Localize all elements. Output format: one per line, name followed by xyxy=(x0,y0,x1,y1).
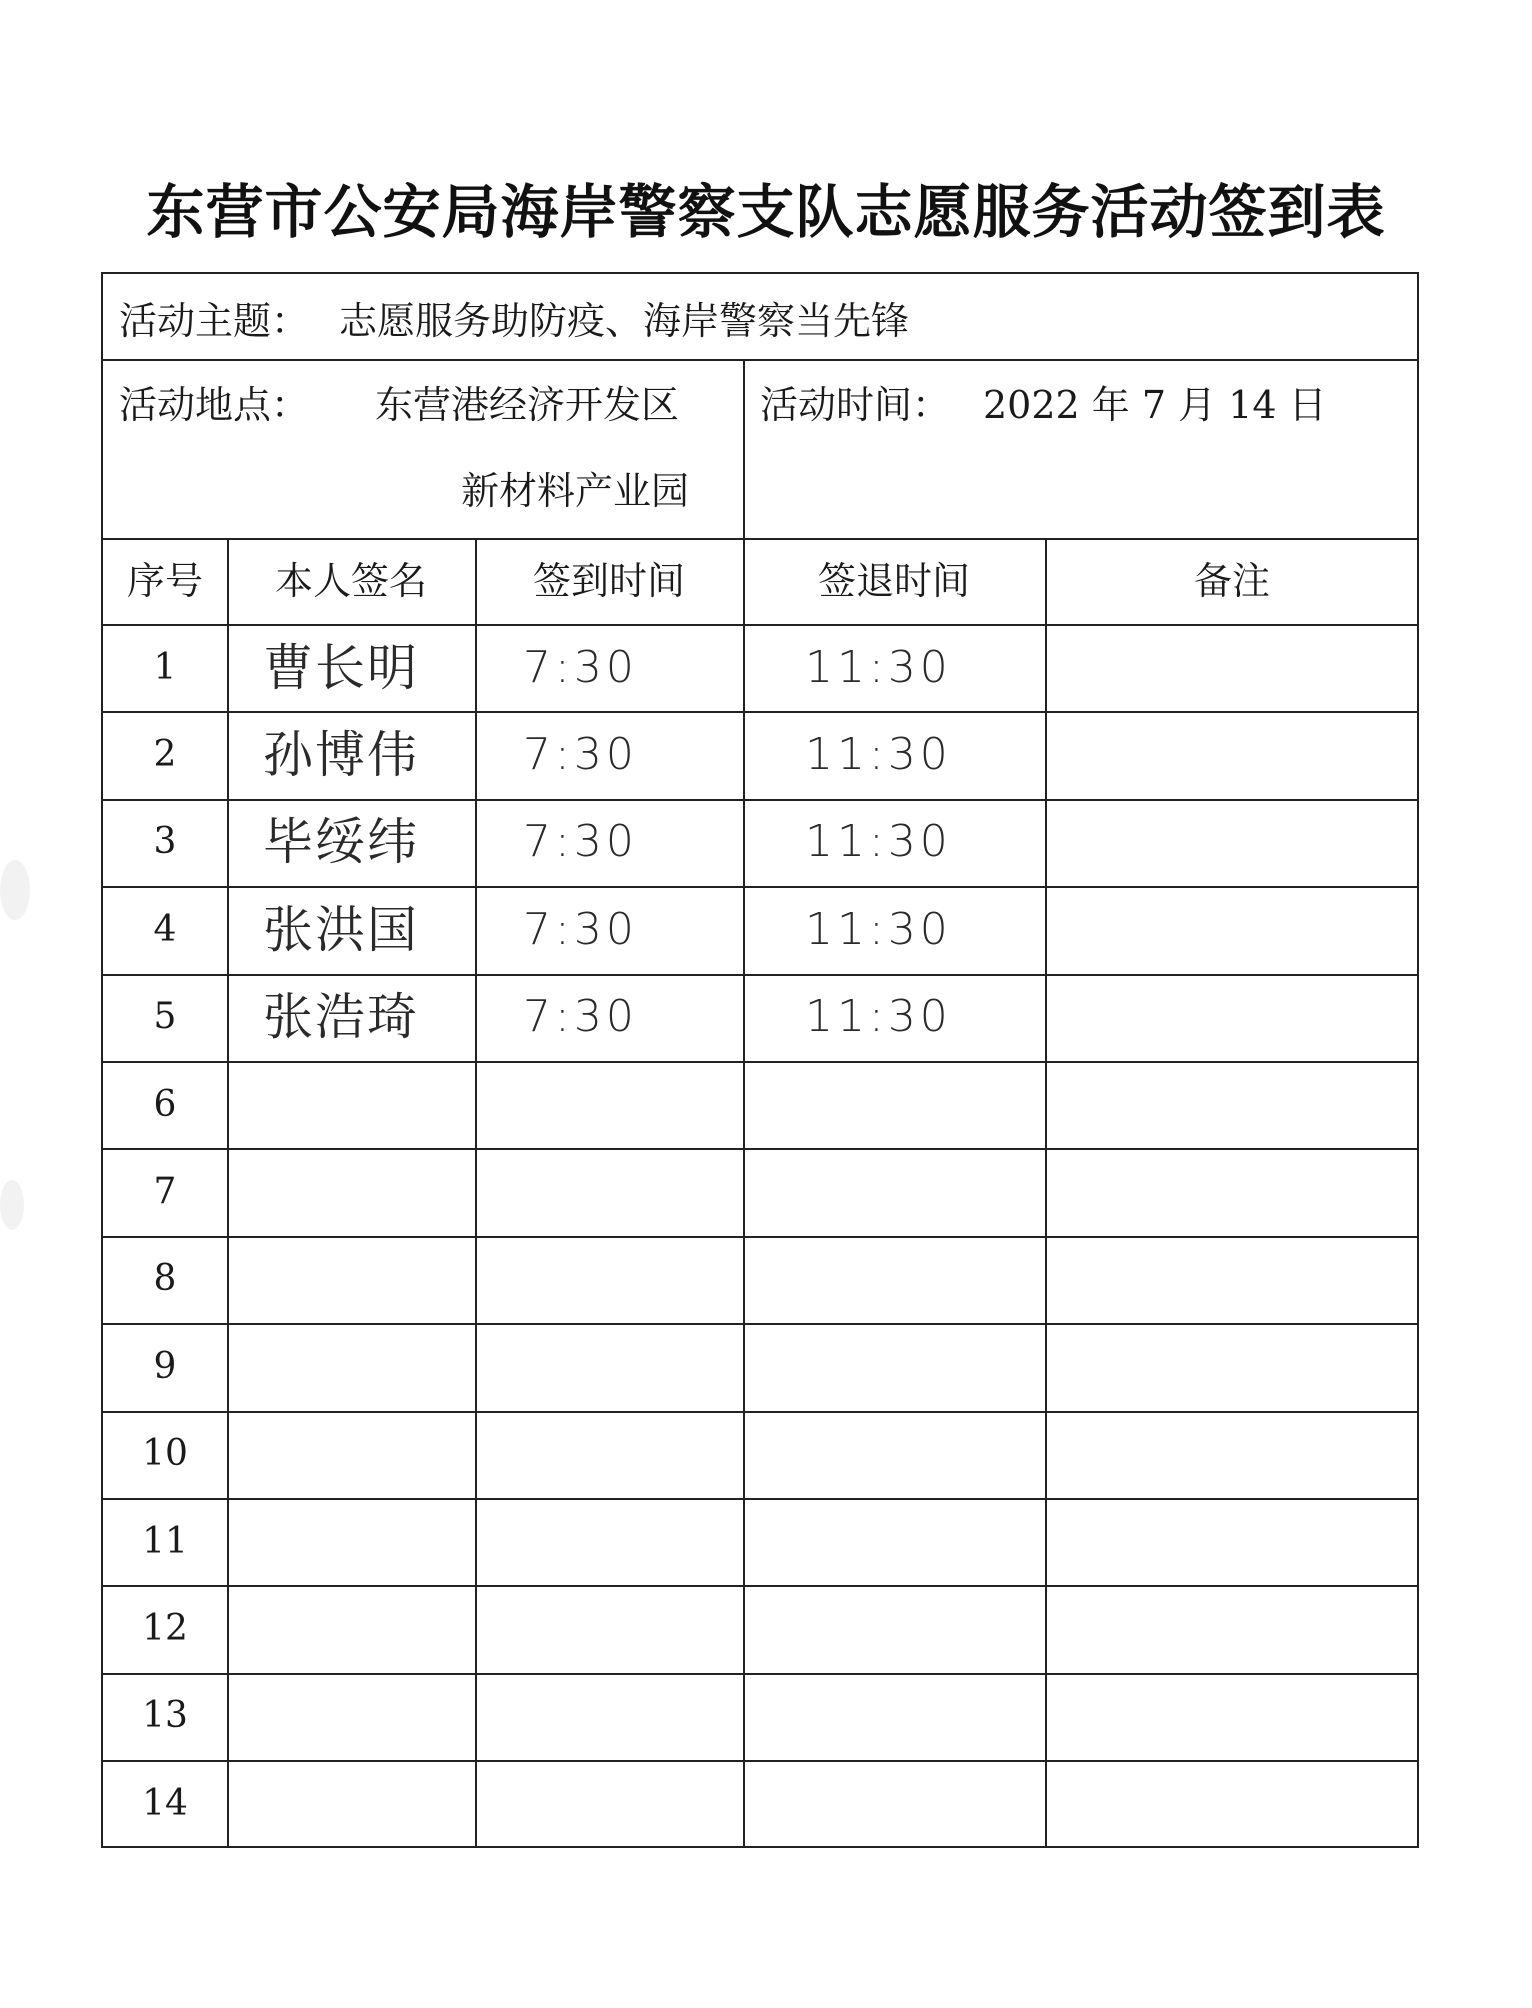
signature: 孙博伟 xyxy=(263,726,419,785)
signature: 毕绥纬 xyxy=(263,813,419,872)
remarks xyxy=(1045,1585,1419,1672)
table-row xyxy=(103,974,1419,1061)
table-row xyxy=(103,1673,1419,1760)
column-header-sign-in-time: 签到时间 xyxy=(532,559,685,603)
sign-out-time: 11:30 xyxy=(805,729,952,781)
table-row xyxy=(103,1760,1419,1847)
signature xyxy=(263,1760,475,1847)
sign-out-time xyxy=(805,1061,1045,1148)
table-row xyxy=(103,711,1419,798)
remarks xyxy=(1045,886,1419,973)
remarks xyxy=(1045,624,1419,711)
remarks xyxy=(1045,1061,1419,1148)
sign-out-time: 11:30 xyxy=(805,903,952,955)
sign-in-time: 7:30 xyxy=(523,729,638,781)
row-number: 9 xyxy=(153,1345,177,1387)
theme-value: 志愿服务助防疫、海岸警察当先锋 xyxy=(339,299,910,343)
sign-in-time xyxy=(523,1585,743,1672)
row-number: 11 xyxy=(142,1520,188,1562)
table-row xyxy=(103,1323,1419,1410)
sign-out-time: 11:30 xyxy=(805,641,952,693)
remarks xyxy=(1045,1236,1419,1323)
sign-in-time xyxy=(523,1061,743,1148)
table-row xyxy=(103,886,1419,973)
sign-out-time xyxy=(805,1411,1045,1498)
remarks xyxy=(1045,1411,1419,1498)
sign-out-time: 11:30 xyxy=(805,816,952,868)
row-number: 10 xyxy=(142,1433,188,1475)
sign-out-time: 11:30 xyxy=(805,991,952,1043)
remarks xyxy=(1045,1323,1419,1410)
row-number: 8 xyxy=(153,1258,177,1300)
remarks xyxy=(1045,1673,1419,1760)
sign-out-time xyxy=(805,1498,1045,1585)
remarks xyxy=(1045,799,1419,886)
sign-in-time xyxy=(523,1673,743,1760)
table-row xyxy=(103,799,1419,886)
location-label: 活动地点： xyxy=(119,383,310,427)
signature xyxy=(263,1061,475,1148)
table-row xyxy=(103,1498,1419,1585)
signature xyxy=(263,1585,475,1672)
table-row xyxy=(103,1061,1419,1148)
sign-in-time xyxy=(523,1760,743,1847)
remarks xyxy=(1045,974,1419,1061)
row-number: 7 xyxy=(153,1171,177,1213)
remarks xyxy=(1045,711,1419,798)
sign-out-time xyxy=(805,1148,1045,1235)
row-number: 6 xyxy=(153,1083,177,1125)
table-row xyxy=(103,1585,1419,1672)
row-number: 12 xyxy=(142,1608,188,1650)
table-row xyxy=(103,1236,1419,1323)
sign-in-time: 7:30 xyxy=(523,816,638,868)
table-row xyxy=(103,1148,1419,1235)
sign-out-time xyxy=(805,1236,1045,1323)
sign-in-time xyxy=(523,1323,743,1410)
location-line2: 新材料产业园 xyxy=(461,469,690,513)
signature xyxy=(263,1236,475,1323)
remarks xyxy=(1045,1760,1419,1847)
remarks xyxy=(1045,1148,1419,1235)
signature xyxy=(263,1498,475,1585)
signature xyxy=(263,1411,475,1498)
sign-in-time xyxy=(523,1236,743,1323)
signature: 曹长明 xyxy=(263,638,419,697)
sign-in-time xyxy=(523,1411,743,1498)
row-number: 2 xyxy=(153,734,177,776)
column-header-sign-out-time: 签退时间 xyxy=(817,559,970,603)
document-title: 东营市公安局海岸警察支队志愿服务活动签到表 xyxy=(146,178,1386,246)
scan-smudge xyxy=(0,860,30,920)
column-header-remarks: 备注 xyxy=(1193,559,1270,603)
signature xyxy=(263,1323,475,1410)
row-number: 4 xyxy=(153,908,177,950)
sign-in-time xyxy=(523,1498,743,1585)
row-number: 14 xyxy=(142,1782,188,1824)
signature xyxy=(263,1673,475,1760)
row-number: 3 xyxy=(153,821,177,863)
sign-out-time xyxy=(805,1673,1045,1760)
theme-label: 活动主题： xyxy=(119,299,310,343)
sign-in-time xyxy=(523,1148,743,1235)
column-header-signature: 本人签名 xyxy=(274,559,427,603)
sign-out-time xyxy=(805,1760,1045,1847)
info-row-divider xyxy=(103,538,1417,540)
signature: 张浩琦 xyxy=(263,988,419,1047)
row-number: 13 xyxy=(142,1695,188,1737)
location-time-divider xyxy=(743,359,745,538)
remarks xyxy=(1045,1498,1419,1585)
location-line1: 东营港经济开发区 xyxy=(375,383,680,427)
signature xyxy=(263,1148,475,1235)
sign-out-time xyxy=(805,1585,1045,1672)
table-row xyxy=(103,624,1419,711)
sign-in-time: 7:30 xyxy=(523,641,638,693)
signature: 张洪国 xyxy=(263,900,419,959)
column-header-no: 序号 xyxy=(126,559,203,603)
sign-in-table xyxy=(101,272,1419,1848)
scan-smudge xyxy=(0,1180,24,1230)
table-row xyxy=(103,1411,1419,1498)
row-number: 5 xyxy=(153,996,177,1038)
row-number: 1 xyxy=(153,646,177,688)
sign-out-time xyxy=(805,1323,1045,1410)
time-value: 2022 年 7 月 14 日 xyxy=(983,383,1327,427)
info-row-divider xyxy=(103,359,1417,361)
sign-in-time: 7:30 xyxy=(523,903,638,955)
time-label: 活动时间： xyxy=(760,383,951,427)
sign-in-time: 7:30 xyxy=(523,991,638,1043)
